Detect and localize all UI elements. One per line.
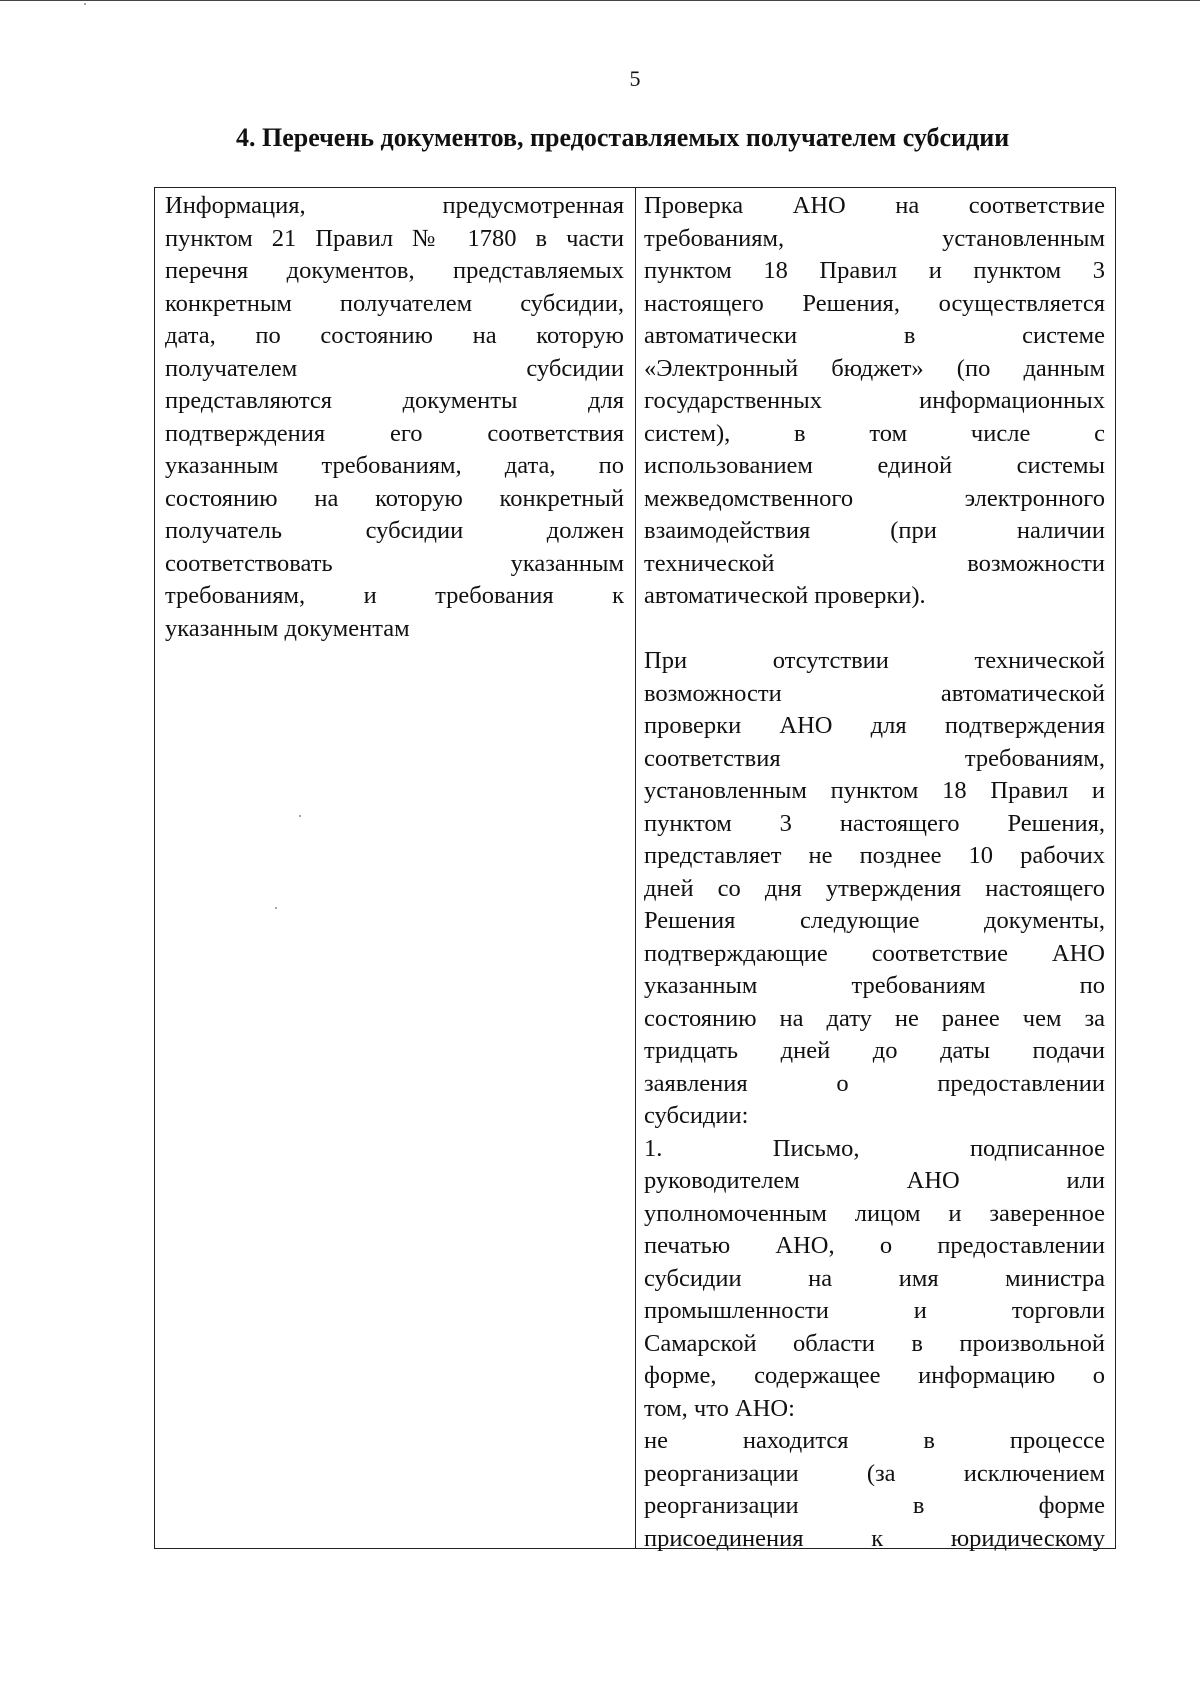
requirement-cell — [165, 190, 624, 645]
text-line: печатью АНО, о предоставлении — [644, 1232, 1105, 1259]
text-line: государственных информационных — [644, 387, 1105, 414]
text-line: требованиям, установленным — [644, 224, 1105, 252]
text-line: конкретным получателем субсидии, — [165, 289, 624, 317]
text-line: субсидии: — [644, 1102, 749, 1129]
text-line: технической возможности — [644, 549, 1105, 577]
text-line: дней со дня утверждения настоящего — [644, 874, 1105, 902]
text-line: субсидии на имя министра — [644, 1264, 1105, 1292]
text-line: Самарской области в произвольной — [644, 1329, 1105, 1357]
text-line: пунктом 18 Правил и пунктом 3 — [644, 257, 1105, 284]
text-line: 1. Письмо, подписанное — [644, 1134, 1105, 1162]
text-line: межведомственного электронного — [644, 484, 1105, 512]
section-title: 4. Перечень документов, предоставляемых получателем субсидии — [236, 123, 1010, 152]
text-line: Решения следующие документы, — [644, 907, 1105, 934]
text-line: форме, содержащее информацию о — [644, 1362, 1105, 1389]
text-line: Проверка АНО на соответствие — [644, 192, 1105, 219]
text-line: пунктом 3 настоящего Решения, — [644, 809, 1105, 837]
text-line: указанным документам — [165, 614, 410, 642]
text-line: представляются документы для — [165, 387, 624, 414]
scan-top-edge — [0, 0, 1200, 1]
text-line: указанным требованиям по — [644, 972, 1105, 999]
text-line: автоматической проверки). — [644, 582, 926, 609]
text-line: взаимодействия (при наличии — [644, 517, 1105, 544]
text-line: руководителем АНО или — [644, 1167, 1105, 1194]
column-divider — [635, 188, 636, 1548]
text-line: указанным требованиям, дата, по — [165, 452, 624, 479]
page-number: 5 — [629, 66, 641, 91]
description-cell — [644, 190, 1105, 1555]
text-line: реорганизации в форме — [644, 1492, 1105, 1519]
text-line: заявления о предоставлении — [644, 1069, 1105, 1097]
text-line: проверки АНО для подтверждения — [644, 712, 1105, 739]
text-line: соответствия требованиям, — [644, 744, 1105, 772]
text-line: том, что АНО: — [644, 1394, 795, 1422]
text-line: соответствовать указанным — [165, 549, 624, 577]
text-line: дата, по состоянию на которую — [165, 322, 624, 349]
text-line: промышленности и торговли — [644, 1297, 1105, 1324]
text-line: При отсутствии технической — [644, 647, 1105, 674]
text-line: уполномоченным лицом и заверенное — [644, 1199, 1105, 1227]
text-line: подтверждающие соответствие АНО — [644, 939, 1105, 967]
text-line: состоянию на дату не ранее чем за — [644, 1004, 1105, 1032]
text-line: установленным пунктом 18 Правил и — [644, 777, 1105, 804]
text-line: перечня документов, представляемых — [165, 257, 624, 284]
text-line: настоящего Решения, осуществляется — [644, 289, 1105, 317]
scan-speck — [84, 3, 86, 5]
text-line: пунктом 21 Правил № 1780 в части — [165, 224, 624, 252]
text-line: представляет не позднее 10 рабочих — [644, 842, 1105, 869]
text-line: автоматически в системе — [644, 322, 1105, 349]
documents-table — [154, 187, 1116, 1552]
text-line: «Электронный бюджет» (по данным — [644, 354, 1105, 382]
text-line: получателем субсидии — [165, 354, 624, 382]
text-line: получатель субсидии должен — [165, 517, 624, 544]
text-line: систем), в том числе с — [644, 419, 1105, 447]
paragraph-gap — [644, 613, 1105, 646]
text-line: требованиям, и требования к — [165, 582, 624, 609]
text-line: Информация, предусмотренная — [165, 192, 624, 219]
text-line: не находится в процессе — [644, 1427, 1105, 1454]
text-line: подтверждения его соответствия — [165, 419, 624, 447]
text-line: возможности автоматической — [644, 679, 1105, 707]
text-line: использованием единой системы — [644, 452, 1105, 479]
text-line: реорганизации (за исключением — [644, 1459, 1105, 1487]
text-line: тридцать дней до даты подачи — [644, 1037, 1105, 1064]
text-line: присоединения к юридическому — [644, 1524, 1105, 1552]
text-line: состоянию на которую конкретный — [165, 484, 624, 512]
